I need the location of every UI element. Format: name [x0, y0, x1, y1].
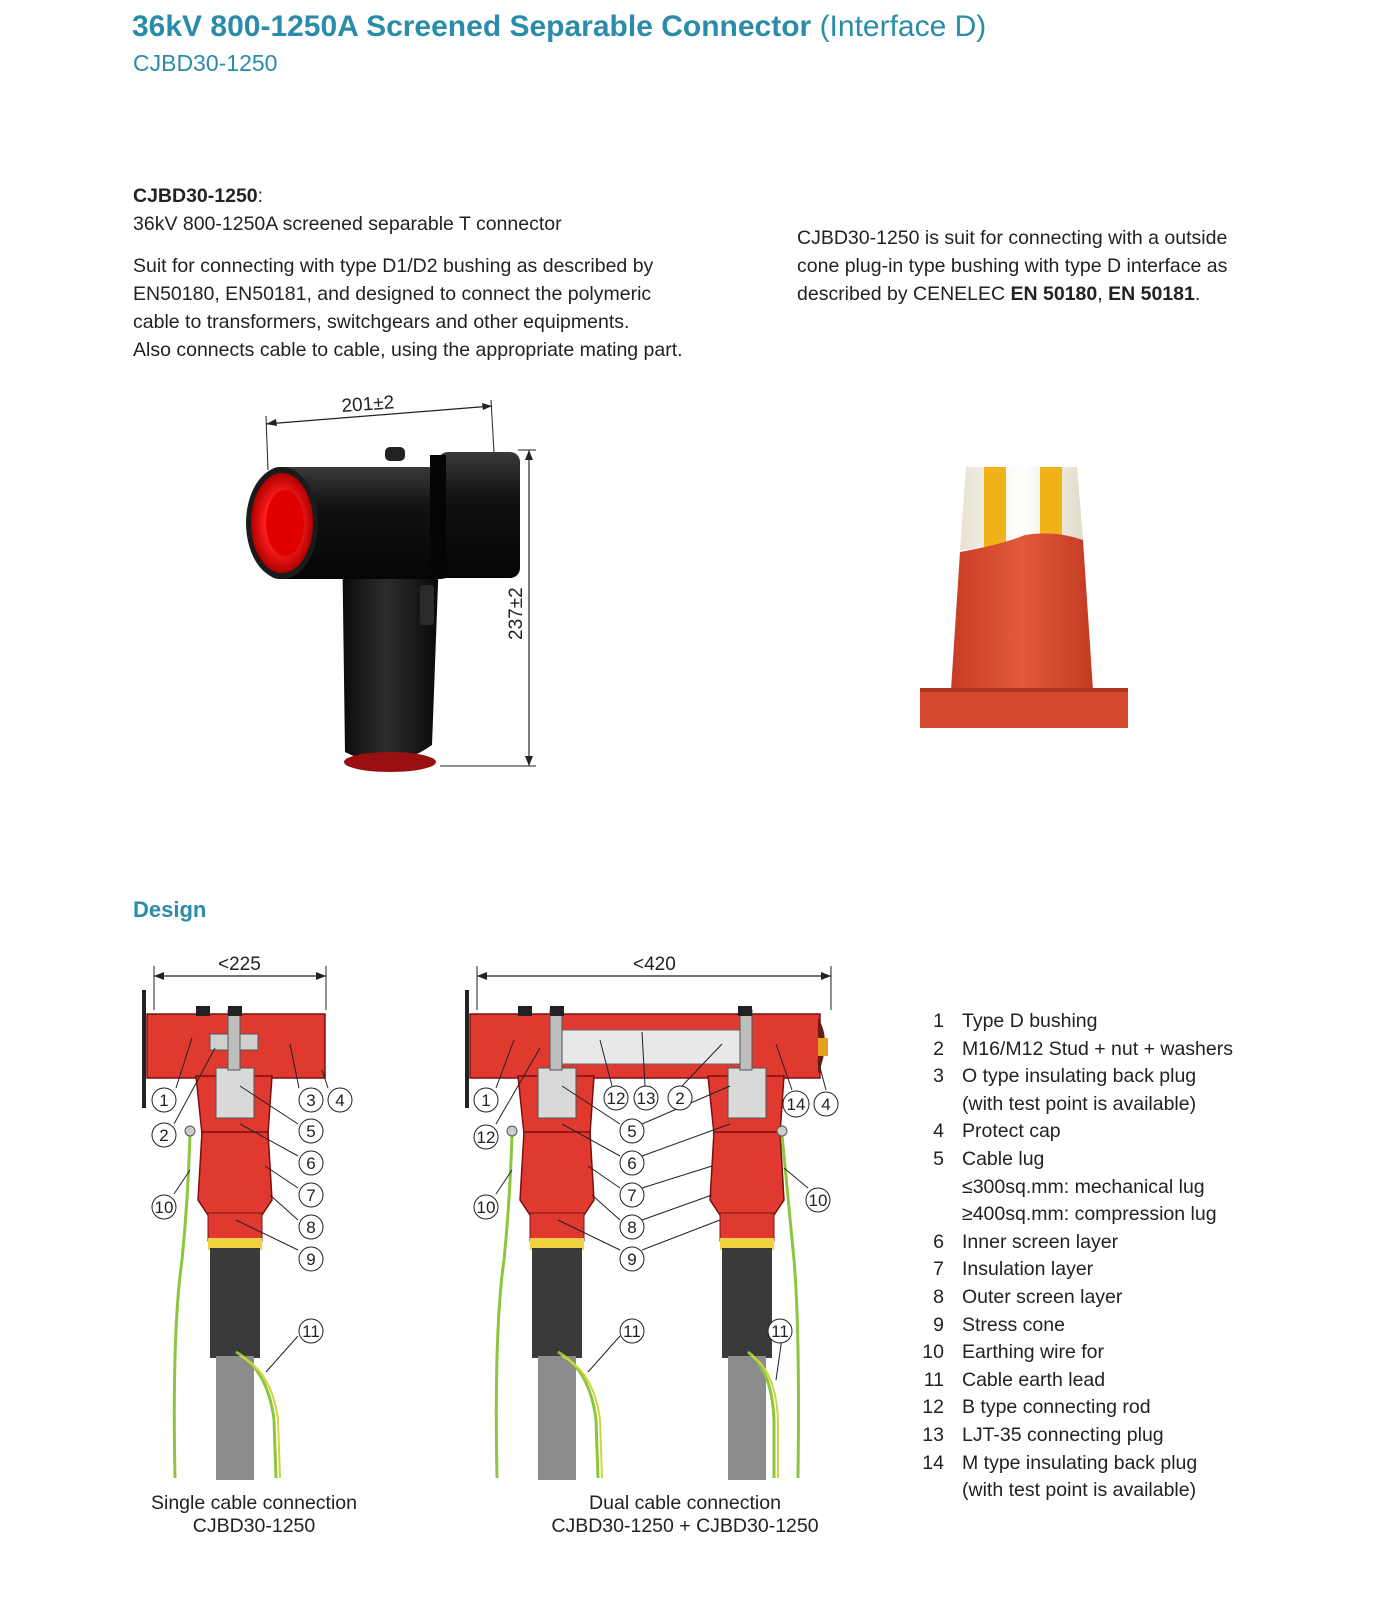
legend-number: 2 [933, 1037, 944, 1060]
legend-item [918, 1146, 1338, 1174]
legend-item [918, 1339, 1338, 1367]
callout-label: 7 [306, 1186, 316, 1205]
legend-item [918, 1312, 1338, 1340]
legend-item [918, 1394, 1338, 1422]
legend-item [918, 1256, 1338, 1284]
legend-text: (with test point is available) [962, 1479, 1197, 1502]
legend-text: ≥400sq.mm: compression lug [962, 1203, 1217, 1226]
width-dimension: 201±2 [340, 392, 395, 417]
intro-line: 36kV 800-1250A screened separable T connector [133, 213, 562, 235]
legend-item [918, 1201, 1338, 1229]
callout-label: 10 [476, 1198, 496, 1217]
legend-number: 1 [933, 1010, 944, 1032]
callout-label: 9 [306, 1250, 316, 1269]
legend-item [918, 1036, 1338, 1064]
callout-label: 6 [627, 1154, 637, 1173]
callout-label: 10 [154, 1198, 174, 1217]
callout-label: 12 [476, 1128, 496, 1147]
legend-text: Protect cap [962, 1120, 1061, 1143]
callout-label: 9 [627, 1250, 637, 1269]
right-desc-line: CJBD30-1250 is suit for connecting with a outside [797, 227, 1228, 249]
legend-number: 8 [933, 1285, 944, 1308]
legend-text: Cable earth lead [962, 1368, 1106, 1391]
standard-2: EN 50181 [1108, 283, 1195, 305]
standard-1: EN 50180 [1010, 283, 1098, 305]
parts-legend [918, 1008, 1338, 1505]
legend-item [918, 1422, 1338, 1450]
single-width-dimension: <225 [218, 954, 261, 975]
legend-text: Outer screen layer [962, 1285, 1123, 1308]
legend-item [918, 1091, 1338, 1119]
legend-text: Type D bushing [962, 1010, 1098, 1032]
legend-number: 10 [922, 1341, 944, 1364]
suit-line: Suit for connecting with type D1/D2 bushing as described by [133, 255, 654, 277]
legend-item [918, 1174, 1338, 1202]
legend-number: 11 [923, 1368, 944, 1391]
legend-number: 14 [922, 1451, 944, 1474]
callout-label: 2 [675, 1089, 685, 1108]
legend-text: LJT-35 connecting plug [962, 1423, 1164, 1446]
legend-text: O type insulating back plug [962, 1065, 1197, 1088]
callout-label: 5 [306, 1122, 316, 1141]
suit-line: cable to transformers, switchgears and other equipments. [133, 311, 630, 333]
dual-caption: Dual cable connection CJBD30-1250 + CJBD30-1250 [551, 1492, 819, 1537]
legend-item [918, 1118, 1338, 1146]
legend-number: 9 [933, 1313, 944, 1336]
legend-text: Insulation layer [962, 1258, 1094, 1281]
title-interface: (Interface D) [819, 10, 987, 43]
legend-number: 12 [922, 1396, 944, 1419]
callout-label: 2 [159, 1126, 169, 1145]
design-heading: Design [133, 897, 207, 922]
legend-number: 4 [933, 1120, 944, 1143]
legend-number: 3 [933, 1065, 944, 1088]
callout-label: 11 [302, 1322, 320, 1341]
legend-text: Stress cone [962, 1313, 1065, 1336]
single-caption: Single cable connection CJBD30-1250 [151, 1492, 357, 1537]
callout-label: 14 [786, 1095, 806, 1114]
callout-label: 1 [481, 1091, 491, 1110]
legend-text: (with test point is available) [962, 1092, 1197, 1115]
legend-text: Cable lug [962, 1147, 1045, 1170]
callout-label: 4 [335, 1091, 345, 1110]
page-subtitle: CJBD30-1250 [133, 50, 278, 76]
callout-label: 12 [606, 1089, 626, 1108]
height-dimension: 237±2 [506, 587, 527, 640]
callout-label: 10 [808, 1191, 828, 1210]
callout-label: 4 [821, 1095, 831, 1114]
legend-number: 7 [933, 1258, 944, 1281]
callout-label: 6 [306, 1154, 316, 1173]
callout-label: 1 [159, 1091, 169, 1110]
callout-label: 8 [627, 1218, 637, 1237]
callout-label: 13 [636, 1089, 656, 1108]
callout-label: 3 [306, 1091, 316, 1110]
legend-item [918, 1063, 1338, 1091]
right-desc-line: described by CENELEC EN 50180, EN 50181. [797, 283, 1201, 305]
legend-item [918, 1450, 1338, 1478]
intro-colon: : [257, 185, 264, 207]
legend-number: 13 [922, 1423, 944, 1446]
callout-label: 11 [771, 1322, 789, 1341]
title-bold: 36kV 800-1250A Screened Separable Connector [132, 10, 812, 43]
legend-item [918, 1008, 1338, 1036]
suit-line: EN50180, EN50181, and designed to connect the polymeric [133, 283, 652, 305]
legend-text: Inner screen layer [962, 1230, 1119, 1253]
callout-label: 8 [306, 1218, 316, 1237]
legend-text: M type insulating back plug [962, 1451, 1198, 1474]
legend-item [918, 1229, 1338, 1257]
legend-number: 6 [933, 1230, 944, 1253]
legend-item [918, 1284, 1338, 1312]
legend-text: M16/M12 Stud + nut + washers [962, 1037, 1233, 1060]
right-desc-line: cone plug-in type bushing with type D interface as [797, 255, 1228, 277]
legend-number: 5 [933, 1147, 944, 1170]
callout-label: 7 [627, 1186, 637, 1205]
legend-item [918, 1477, 1338, 1505]
legend-text: Earthing wire for [962, 1341, 1104, 1364]
callout-label: 5 [627, 1122, 637, 1141]
legend-text: B type connecting rod [962, 1396, 1151, 1419]
callout-label: 11 [623, 1322, 641, 1341]
dual-width-dimension: <420 [633, 954, 676, 975]
intro-code: CJBD30-1250 [133, 185, 258, 207]
suit-line: Also connects cable to cable, using the appropriate mating part. [133, 339, 683, 361]
legend-item [918, 1367, 1338, 1395]
legend-text: ≤300sq.mm: mechanical lug [962, 1175, 1205, 1198]
